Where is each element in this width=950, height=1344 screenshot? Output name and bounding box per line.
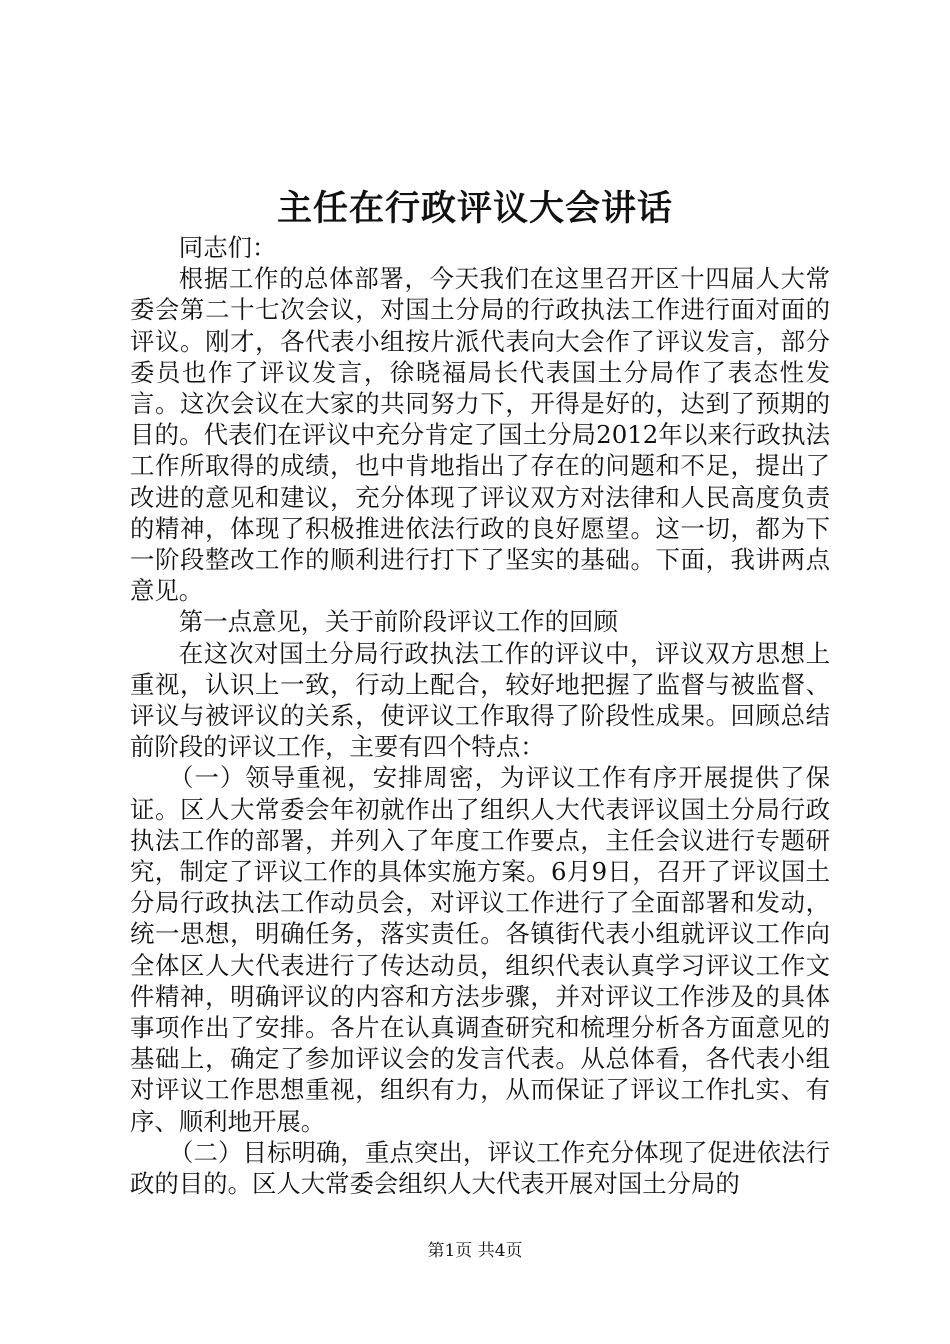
list-item-paragraph: （二）目标明确，重点突出，评议工作充分体现了促进依法行政的目的。区人大常委会组织人大代表开展对国土分局的 <box>130 1137 830 1199</box>
body-paragraph: 根据工作的总体部署，今天我们在这里召开区十四届人大常委会第二十七次会议，对国土分局的行政执法工作进行面对面的评议。刚才，各代表小组按片派代表向大会作了评议发言，部分委员也作了评议发言，徐晓福局长代表国土分局作了表态性发言。这次会议在大家的共同努力下，开得是好的，达到了预期的目的。代表们在评议中充分肯定了国土分局2012年以来行政执法工作所取得的成绩，也中肯地指出了存在的问题和不足，提出了改进的意见和建议，充分体现了评议双方对法律和人民高度负责的精神，体现了积极推进依法行政的良好愿望。这一切，都为下一阶段整改工作的顺利进行打下了坚实的基础。下面，我讲两点意见。 <box>130 264 830 606</box>
body-paragraph: 在这次对国土分局行政执法工作的评议中，评议双方思想上重视，认识上一致，行动上配合，较好地把握了监督与被监督、评议与被评议的关系，使评议工作取得了阶段性成果。回顾总结前阶段的评议工作，主要有四个特点： <box>130 638 830 762</box>
document-body <box>130 232 830 1199</box>
document-title: 主任在行政评议大会讲话 <box>276 188 673 229</box>
page-footer: 第1页 共4页 <box>427 1241 523 1261</box>
section-heading: 第一点意见，关于前阶段评议工作的回顾 <box>178 607 618 637</box>
salutation-paragraph: 同志们： <box>178 233 277 262</box>
list-item-paragraph: （一）领导重视，安排周密，为评议工作有序开展提供了保证。区人大常委会年初就作出了组织人大代表评议国土分局行政执法工作的部署，并列入了年度工作要点，主任会议进行专题研究，制定了评议工作的具体实施方案。6月9日，召开了评议国土分局行政执法工作动员会，对评议工作进行了全面部署和发动，统一思想，明确任务，落实责任。各镇街代表小组就评议工作向全体区人大代表进行了传达动员，组织代表认真学习评议工作文件精神，明确评议的内容和方法步骤，并对评议工作涉及的具体事项作出了安排。各片在认真调查研究和梳理分析各方面意见的基础上，确定了参加评议会的发言代表。从总体看，各代表小组对评议工作思想重视，组织有力，从而保证了评议工作扎实、有序、顺利地开展。 <box>130 763 830 1136</box>
